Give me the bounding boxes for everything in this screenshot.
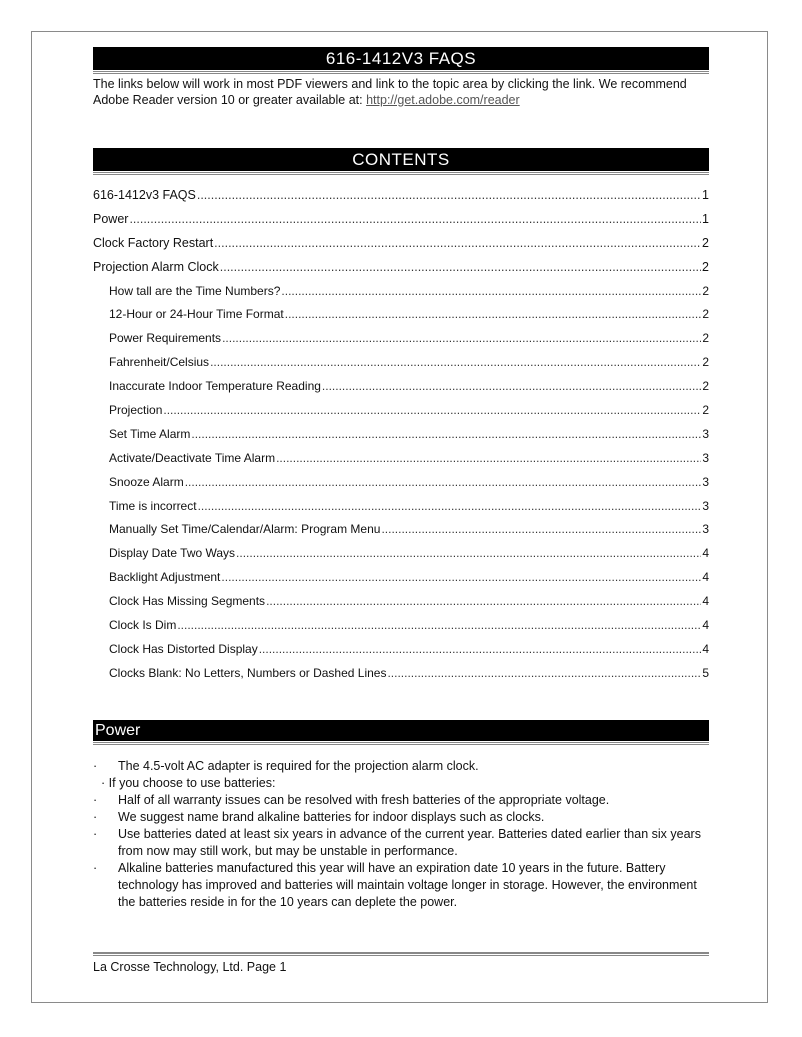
toc-entry[interactable] <box>93 331 709 355</box>
toc-dot-leader <box>177 618 701 632</box>
intro-text: The links below will work in most PDF viewers and link to the topic area by clicking the link. We recommend Adobe Reader version 10 or greater available at: <box>93 77 687 107</box>
toc-entry-title: Time is incorrect <box>109 498 197 513</box>
power-bullet-text: Use batteries dated at least six years in advance of the current year. Batteries dated earlier than six years from now may still work, but may be unstable in performance. <box>118 827 701 858</box>
toc-entry-page: 1 <box>702 188 709 202</box>
toc-entry-page: 4 <box>702 594 709 609</box>
toc-entry[interactable] <box>93 570 709 594</box>
toc-entry[interactable] <box>93 666 709 690</box>
toc-entry[interactable] <box>93 475 709 499</box>
toc-entry-page: 2 <box>702 259 709 274</box>
toc-entry-title: Activate/Deactivate Time Alarm <box>109 450 276 465</box>
power-bullet-item <box>93 775 713 792</box>
toc-entry[interactable] <box>93 451 709 475</box>
toc-dot-leader <box>129 212 701 226</box>
power-bullet-text: Alkaline batteries manufactured this year will have an expiration date 10 years in the future. Battery technology has improved and batteries will maintain voltage longer in storage. However, the environment the batteries reside in for the 10 years can deplete the power. <box>118 861 697 909</box>
toc-entry-title: Clock Is Dim <box>109 618 177 633</box>
title-divider <box>93 71 709 74</box>
toc-entry[interactable] <box>93 212 709 236</box>
toc-entry-title: Clock Factory Restart <box>93 235 214 250</box>
toc-entry[interactable] <box>93 594 709 618</box>
toc-entry-page: 2 <box>702 331 709 346</box>
toc-dot-leader <box>387 666 701 680</box>
table-of-contents <box>93 188 709 690</box>
toc-entry-page: 2 <box>702 283 709 298</box>
document-title: 616-1412V3 FAQS <box>93 47 709 70</box>
toc-entry[interactable] <box>93 546 709 570</box>
footer-divider <box>93 952 709 956</box>
toc-entry-page: 2 <box>702 235 709 250</box>
toc-entry-page: 4 <box>702 618 709 633</box>
intro-paragraph <box>93 76 709 108</box>
toc-entry[interactable] <box>93 379 709 403</box>
toc-dot-leader <box>214 236 701 250</box>
bullet-dot-icon: · <box>93 810 98 824</box>
bullet-dot-icon: · <box>93 759 98 773</box>
toc-entry-title: Power <box>93 211 129 226</box>
toc-dot-leader <box>259 642 702 656</box>
toc-dot-leader <box>276 451 701 465</box>
toc-entry-title: How tall are the Time Numbers? <box>109 283 281 298</box>
bullet-dot-icon: · <box>93 827 98 841</box>
toc-entry[interactable] <box>93 618 709 642</box>
toc-entry[interactable] <box>93 307 709 331</box>
bullet-dot-icon: · <box>93 793 98 807</box>
toc-entry-title: Manually Set Time/Calendar/Alarm: Program Menu <box>109 522 381 537</box>
power-section-divider <box>93 742 709 745</box>
power-bullet-text: Half of all warranty issues can be resolved with fresh batteries of the appropriate voltage. <box>118 793 610 807</box>
toc-entry-page: 3 <box>702 474 709 489</box>
toc-entry-page: 2 <box>702 355 709 370</box>
contents-divider <box>93 172 709 175</box>
toc-entry-page: 4 <box>702 546 709 561</box>
toc-dot-leader <box>198 499 702 513</box>
toc-entry-page: 3 <box>702 498 709 513</box>
toc-entry-title: Clock Has Missing Segments <box>109 594 266 609</box>
toc-dot-leader <box>185 475 702 489</box>
toc-entry-title: Backlight Adjustment <box>109 570 221 585</box>
toc-dot-leader <box>220 260 701 274</box>
toc-entry-title: Inaccurate Indoor Temperature Reading <box>109 379 321 394</box>
toc-entry-page: 2 <box>702 379 709 394</box>
power-bullet-item <box>93 860 713 911</box>
toc-dot-leader <box>210 355 701 369</box>
toc-dot-leader <box>236 546 701 560</box>
toc-dot-leader <box>221 570 701 584</box>
toc-entry-title: Projection Alarm Clock <box>93 259 219 274</box>
toc-entry[interactable] <box>93 260 709 284</box>
toc-entry[interactable] <box>93 236 709 260</box>
toc-entry-page: 3 <box>702 450 709 465</box>
toc-entry[interactable] <box>93 427 709 451</box>
toc-entry[interactable] <box>93 403 709 427</box>
power-bullet-list <box>93 758 713 911</box>
toc-dot-leader <box>197 188 701 202</box>
toc-entry-page: 4 <box>702 641 709 656</box>
toc-entry-title: Clocks Blank: No Letters, Numbers or Dashed Lines <box>109 665 387 680</box>
toc-entry[interactable] <box>93 499 709 523</box>
toc-dot-leader <box>163 403 701 417</box>
toc-entry-title: Projection <box>109 403 163 418</box>
toc-dot-leader <box>222 331 701 345</box>
toc-entry-page: 2 <box>702 403 709 418</box>
toc-entry-page: 4 <box>702 570 709 585</box>
power-bullet-text: If you choose to use batteries: <box>108 776 276 790</box>
toc-dot-leader <box>285 307 702 321</box>
toc-entry-page: 3 <box>702 522 709 537</box>
adobe-reader-link[interactable]: http://get.adobe.com/reader <box>366 93 520 107</box>
toc-entry[interactable] <box>93 522 709 546</box>
toc-entry-title: Clock Has Distorted Display <box>109 641 258 656</box>
toc-entry[interactable] <box>93 355 709 379</box>
power-bullet-item <box>93 792 713 809</box>
toc-entry[interactable] <box>93 642 709 666</box>
toc-entry-title: Display Date Two Ways <box>109 546 236 561</box>
toc-entry-title: Snooze Alarm <box>109 474 184 489</box>
bullet-dot-icon: · <box>101 776 106 790</box>
power-bullet-item <box>93 826 713 860</box>
toc-dot-leader <box>266 594 701 608</box>
toc-dot-leader <box>322 379 701 393</box>
toc-entry[interactable] <box>93 284 709 308</box>
power-bullet-item <box>93 758 713 775</box>
toc-entry-title: 12-Hour or 24-Hour Time Format <box>109 307 284 322</box>
power-bullet-text: We suggest name brand alkaline batteries for indoor displays such as clocks. <box>118 810 545 824</box>
toc-entry-title: 616-1412v3 FAQS <box>93 188 196 202</box>
toc-dot-leader <box>191 427 701 441</box>
toc-dot-leader <box>281 284 701 298</box>
toc-entry-page: 1 <box>702 211 709 226</box>
toc-entry-title: Fahrenheit/Celsius <box>109 355 210 370</box>
page-footer: La Crosse Technology, Ltd. Page 1 <box>93 960 287 974</box>
toc-entry-title: Set Time Alarm <box>109 426 191 441</box>
toc-entry[interactable] <box>93 188 709 212</box>
toc-dot-leader <box>381 522 701 536</box>
toc-entry-page: 5 <box>702 665 709 680</box>
bullet-dot-icon: · <box>93 861 98 875</box>
power-bullet-item <box>93 809 713 826</box>
power-section-heading: Power <box>93 720 709 741</box>
toc-entry-page: 3 <box>702 426 709 441</box>
toc-entry-title: Power Requirements <box>109 331 222 346</box>
power-bullet-text: The 4.5-volt AC adapter is required for the projection alarm clock. <box>118 759 479 773</box>
toc-entry-page: 2 <box>702 307 709 322</box>
contents-heading: CONTENTS <box>93 148 709 171</box>
